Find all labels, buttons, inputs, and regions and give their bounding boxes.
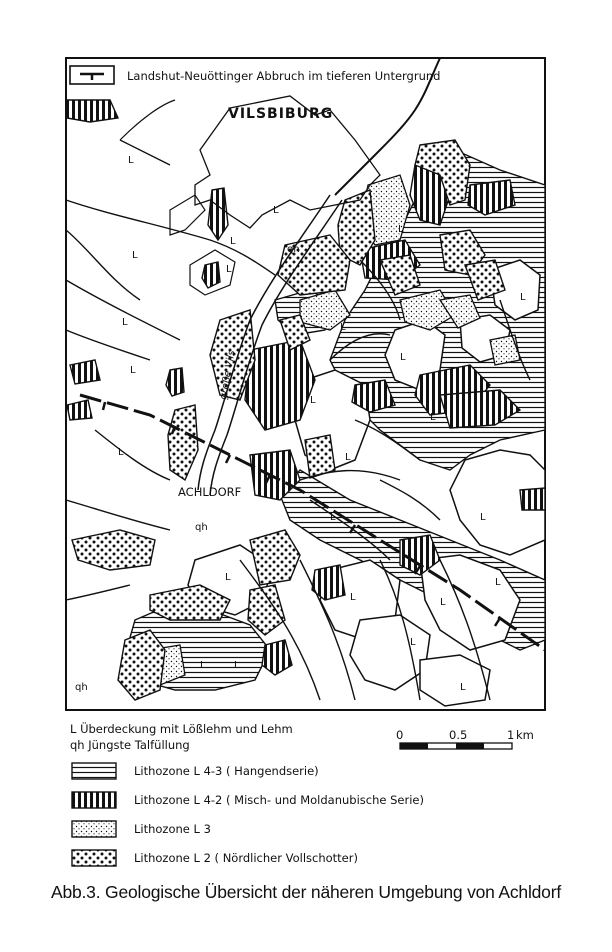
- legend-swatch-l42: [72, 792, 116, 808]
- loess-marker: L: [132, 250, 138, 261]
- scale-unit: km: [516, 728, 534, 742]
- legend-swatch-l2: [72, 850, 116, 866]
- legend-label-l2: Lithozone L 2 ( Nördlicher Vollschotter): [134, 851, 358, 865]
- scale-bar: [396, 728, 534, 749]
- valley-marker: qh: [75, 682, 88, 693]
- place-label-achldorf: ACHLDORF: [178, 485, 242, 499]
- loess-marker: L: [118, 447, 124, 458]
- loess-marker: L: [460, 682, 466, 693]
- loess-marker: L: [480, 512, 486, 523]
- scale-tick-0: 0: [396, 728, 404, 742]
- loess-marker: L: [340, 322, 346, 333]
- valley-marker: qh: [287, 244, 300, 255]
- loess-marker: L: [200, 660, 206, 671]
- legend-cover-loess: L Überdeckung mit Lößlehm und Lehm: [70, 722, 293, 736]
- legend-swatch-l3: [72, 821, 116, 837]
- loess-marker: L: [230, 236, 236, 247]
- loess-marker: L: [345, 452, 351, 463]
- figure-caption: Abb.3. Geologische Übersicht der näheren Umgebung von Achldorf: [50, 882, 561, 902]
- loess-marker: L: [234, 660, 240, 671]
- loess-marker: L: [410, 637, 416, 648]
- loess-marker: L: [226, 264, 232, 275]
- lithozone-legend: [72, 763, 424, 866]
- loess-marker: L: [495, 577, 501, 588]
- loess-marker: L: [273, 205, 279, 216]
- loess-marker: L: [440, 597, 446, 608]
- legend-cover-valley: qh Jüngste Talfüllung: [70, 738, 190, 752]
- legend-label-l42: Lithozone L 4-2 ( Misch- und Moldanubische Serie): [134, 793, 424, 807]
- scale-tick-1: 1: [507, 728, 515, 742]
- loess-marker: L: [310, 395, 316, 406]
- river-label-grosse-vils: große Vils: [218, 349, 238, 401]
- loess-marker: L: [330, 512, 336, 523]
- valley-marker: qh: [195, 522, 208, 533]
- town-label-vilsbiburg: VILSBIBURG: [228, 106, 334, 122]
- loess-marker: L: [225, 572, 231, 583]
- loess-marker: L: [128, 155, 134, 166]
- fault-legend-text: Landshut-Neuöttinger Abbruch im tieferen Untergrund: [127, 69, 441, 83]
- scale-tick-05: 0.5: [449, 728, 468, 742]
- legend-label-l43: Lithozone L 4-3 ( Hangendserie): [134, 764, 319, 778]
- legend-swatch-l43: [72, 763, 116, 779]
- loess-marker: L: [130, 365, 136, 376]
- loess-marker: L: [520, 292, 526, 303]
- loess-marker: L: [122, 317, 128, 328]
- legend-label-l3: Lithozone L 3: [134, 822, 211, 836]
- loess-marker: L: [400, 352, 406, 363]
- loess-marker: L: [398, 224, 404, 235]
- loess-marker: L: [430, 412, 436, 423]
- loess-marker: L: [350, 592, 356, 603]
